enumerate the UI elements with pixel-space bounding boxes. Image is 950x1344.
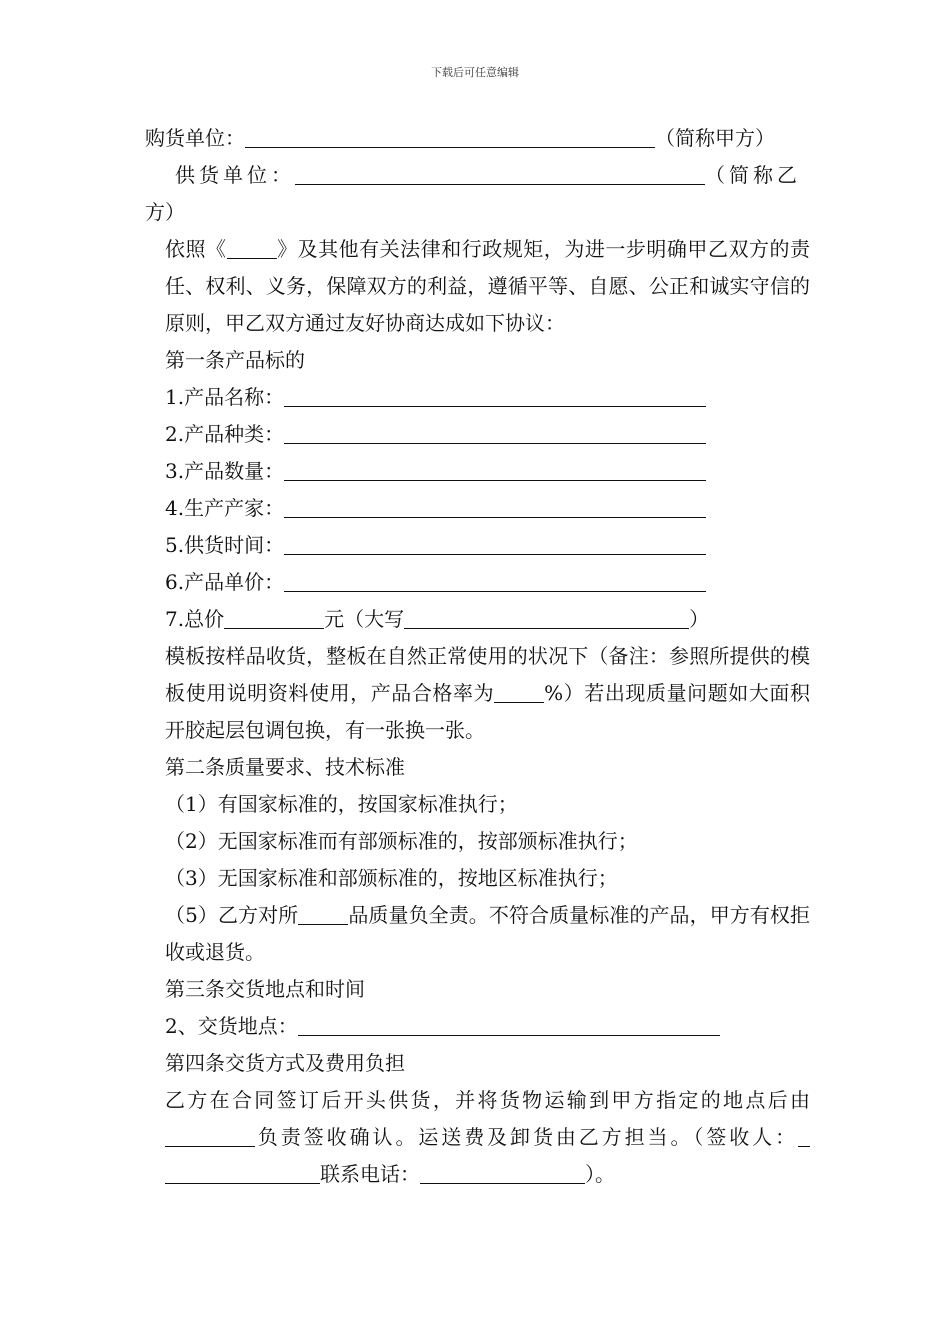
seller-line	[145, 157, 810, 194]
product-blank[interactable]	[298, 900, 348, 925]
item-label: 4.生产产家：	[165, 496, 285, 520]
total-label: 7.总价	[165, 607, 225, 631]
total-mid: 元（大写	[324, 607, 405, 631]
phone-blank[interactable]	[420, 1159, 585, 1184]
seller-label: 供货单位：	[175, 163, 295, 187]
preamble	[145, 231, 810, 342]
article2-item-1: （1）有国家标准的，按国家标准执行；	[165, 792, 518, 816]
page-header-note: 下载后可任意编辑	[431, 66, 519, 79]
item-label: 5.供货时间：	[165, 533, 285, 557]
article3-title: 第三条交货地点和时间	[165, 977, 365, 1001]
contract-body	[145, 120, 810, 1193]
item5-post: 品质量负全责。不符合质量标准的产品，甲方有权拒收或退货。	[165, 903, 811, 964]
preamble-pre: 依照《	[165, 237, 227, 261]
responsible-party-blank[interactable]	[165, 1122, 255, 1147]
note-post: %）若出现质量问题如大面积开胶起层包调包换，有一张换一张。	[165, 681, 810, 742]
article1-title: 第一条产品标的	[165, 348, 305, 372]
location-label: 2、交货地点：	[165, 1014, 298, 1038]
article2-item-2: （2）无国家标准而有部颁标准的，按部颁标准执行；	[165, 829, 638, 853]
product-name-blank[interactable]	[284, 382, 706, 407]
item-label: 1.产品名称：	[165, 385, 285, 409]
item5-pre: （5）乙方对所	[165, 903, 299, 927]
preamble-post: 》及其他有关法律和行政规矩，为进一步明确甲乙双方的责任、权利、义务，保障双方的利益，遵循平等、自愿、公正和诚实守信的原则，甲乙双方通过友好协商达成如下协议：	[165, 237, 811, 335]
item-label: 6.产品单价：	[165, 570, 285, 594]
law-name-blank[interactable]	[227, 234, 277, 259]
article4-title: 第四条交货方式及费用负担	[165, 1051, 405, 1075]
article1-item-qty	[145, 453, 810, 490]
seller-suffix: （简称乙	[705, 163, 801, 187]
buyer-suffix: （简称甲方）	[655, 126, 775, 150]
article2-item-5	[145, 897, 810, 971]
receiver-blank[interactable]	[165, 1159, 320, 1184]
text-phone: 联系电话：	[320, 1162, 420, 1186]
seller-suffix-cont: 方）	[145, 200, 185, 224]
buyer-label: 购货单位：	[145, 126, 245, 150]
product-type-blank[interactable]	[284, 419, 706, 444]
total-capital-blank[interactable]	[404, 604, 689, 629]
article1-item-maker	[145, 490, 810, 527]
manufacturer-blank[interactable]	[284, 493, 706, 518]
article3-location	[145, 1008, 810, 1045]
receiver-blank-start[interactable]	[798, 1122, 810, 1147]
article4-text	[145, 1082, 810, 1193]
buyer-blank[interactable]	[245, 123, 655, 148]
total-amount-blank[interactable]	[224, 604, 324, 629]
article1-item-name	[145, 379, 810, 416]
pass-rate-blank[interactable]	[494, 678, 544, 703]
text-pre: 乙方在合同签订后开头供货，并将货物运输到甲方指定的地点后由	[165, 1088, 810, 1112]
text-mid: 负责签收确认。运送费及卸货由乙方担当。（签收人：	[255, 1125, 798, 1149]
article1-total	[145, 601, 810, 638]
text-end: ）。	[585, 1162, 615, 1186]
article1-item-price	[145, 564, 810, 601]
buyer-line	[145, 120, 810, 157]
seller-blank[interactable]	[295, 160, 705, 185]
article1-note	[145, 638, 810, 749]
product-qty-blank[interactable]	[284, 456, 706, 481]
supply-time-blank[interactable]	[284, 530, 706, 555]
article2-item-3: （3）无国家标准和部颁标准的，按地区标准执行；	[165, 866, 618, 890]
item-label: 2.产品种类：	[165, 422, 285, 446]
total-end: ）	[689, 607, 710, 631]
unit-price-blank[interactable]	[284, 567, 706, 592]
article2-title: 第二条质量要求、技术标准	[165, 755, 405, 779]
delivery-location-blank[interactable]	[298, 1011, 720, 1036]
item-label: 3.产品数量：	[165, 459, 285, 483]
note-pre: 模板按样品收货，整板在自然正常使用的状况下（备注：参照所提供的模板使用说明资料使用，产品合格率为	[165, 644, 810, 705]
article1-item-time	[145, 527, 810, 564]
article1-item-type	[145, 416, 810, 453]
